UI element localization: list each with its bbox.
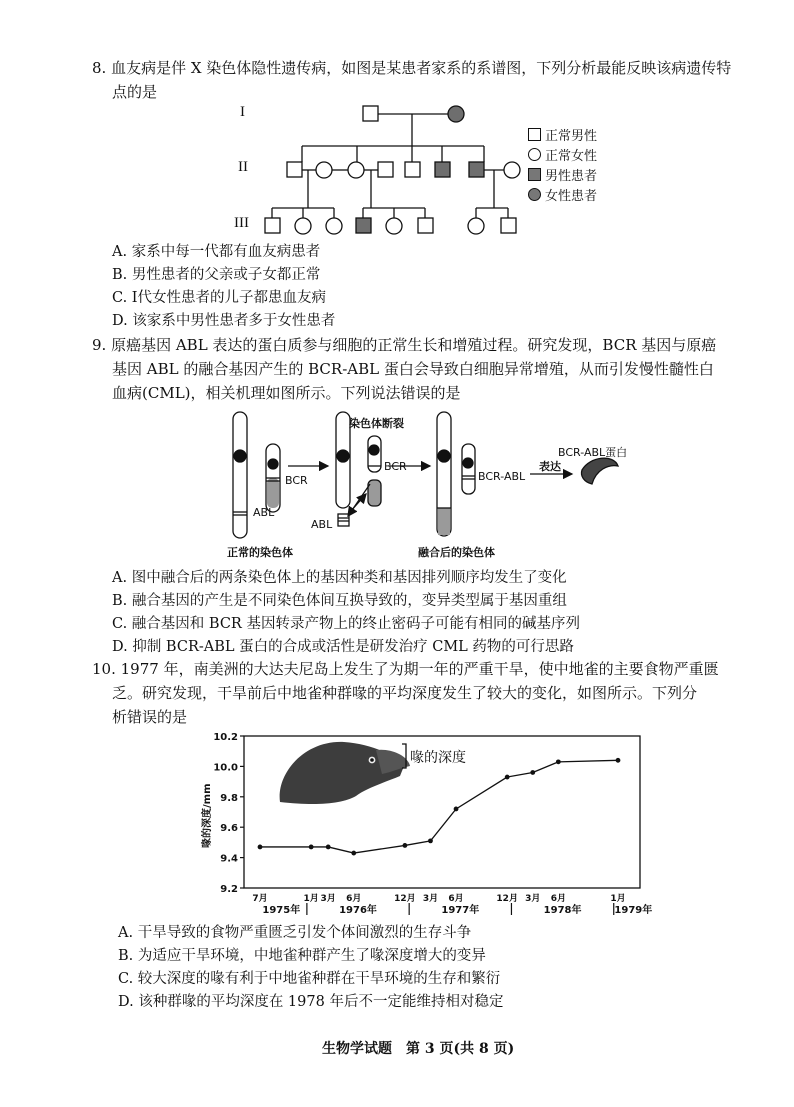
q10-stem-line2: 乏。研究发现，干旱前后中地雀种群喙的平均深度发生了较大的变化，如图所示。下列分 <box>112 684 698 702</box>
x-month-label: 3月 <box>320 894 336 904</box>
gen-label-1: I <box>240 104 245 120</box>
y-tick-label: 10.2 <box>213 732 238 743</box>
data-point <box>326 845 331 850</box>
data-point <box>309 845 314 850</box>
data-point <box>428 838 433 843</box>
q9-stem-line3: 血病(CML)，相关机理如图所示。下列说法错误的是 <box>112 384 461 402</box>
x-month-label: 7月 <box>252 894 268 904</box>
data-point <box>454 807 459 812</box>
ped-II-5 <box>405 162 420 177</box>
label-fusion: BCR-ABL <box>478 470 526 483</box>
x-year-label: 1979年 <box>614 905 653 916</box>
ped-I-1-male <box>363 106 378 121</box>
data-point <box>258 845 263 850</box>
chromosome-9-normal <box>233 412 247 538</box>
ped-II-2 <box>316 162 332 178</box>
data-point <box>403 843 408 848</box>
gen-label-2: II <box>238 159 248 175</box>
y-tick-label: 9.2 <box>220 884 238 895</box>
x-year-label: 1978年 <box>543 905 582 916</box>
page-footer: 生物学试题 第 3 页(共 8 页) <box>322 1041 515 1057</box>
q9-stem-line1: 9. 原癌基因 ABL 表达的蛋白质参与细胞的正常生长和增殖过程。研究发现，BCR 基因与原癌 <box>92 336 717 354</box>
filled-circle-icon <box>528 188 541 201</box>
q8-option-b: B. 男性患者的父亲或子女都正常 <box>112 267 321 283</box>
beak-depth-chart <box>196 726 656 922</box>
pedigree-chart <box>260 100 530 240</box>
bcr-abl-figure <box>222 408 642 566</box>
q9-option-a: A. 图中融合后的两条染色体上的基因种类和基因排列顺序均发生了变化 <box>112 570 567 586</box>
data-point <box>616 758 621 763</box>
label-break: 染色体断裂 <box>349 417 404 430</box>
data-point <box>351 851 356 856</box>
ped-III-7 <box>468 218 484 234</box>
caption-normal: 正常的染色体 <box>227 546 293 559</box>
q10-option-b: B. 为适应干旱环境，中地雀种群产生了喙深度增大的变异 <box>118 948 486 964</box>
label-express: 表达 <box>539 460 561 473</box>
q8-stem-line2: 点的是 <box>112 83 158 101</box>
x-month-label: 6月 <box>550 894 566 904</box>
ped-III-1 <box>265 218 280 233</box>
ped-III-6 <box>418 218 433 233</box>
y-axis-label: 喙的深度/mm <box>202 783 213 848</box>
ped-II-7-affected <box>469 162 484 177</box>
bcr-abl-protein-icon <box>581 458 618 484</box>
x-year-label: 1976年 <box>339 905 377 916</box>
x-year-label: 1975年 <box>262 905 301 916</box>
q10-stem-line3: 析错误的是 <box>112 708 188 726</box>
q9-stem-line2: 基因 ABL 的融合基因产生的 BCR-ABL 蛋白会导致白细胞异常增殖，从而引发慢性髓性白 <box>112 360 714 378</box>
q8-option-d: D. 该家系中男性患者多于女性患者 <box>112 313 336 329</box>
q10-option-d: D. 该种群喙的平均深度在 1978 年后不一定能维持相对稳定 <box>118 994 504 1010</box>
circle-icon <box>528 148 541 161</box>
x-month-label: 6月 <box>346 894 362 904</box>
x-month-label: 1月 <box>610 894 626 904</box>
caption-fused: 融合后的染色体 <box>418 546 495 559</box>
q10-option-c: C. 较大深度的喙有利于中地雀种群在干旱环境的生存和繁衍 <box>118 971 501 987</box>
ped-II-8 <box>504 162 520 178</box>
gen-label-3: III <box>234 215 249 231</box>
legend-affected-male: 男性患者 <box>528 164 597 184</box>
finch-illustration <box>280 742 410 804</box>
label-bcr-2: BCR <box>384 460 407 473</box>
x-month-label: 12月 <box>394 894 416 904</box>
ped-III-8 <box>501 218 516 233</box>
ped-I-2-affected-female <box>448 106 464 122</box>
y-tick-label: 9.4 <box>220 853 238 865</box>
beak-depth-label: 喙的深度 <box>410 750 466 766</box>
legend-affected-female: 女性患者 <box>528 184 597 204</box>
q10-option-a: A. 干旱导致的食物严重匮乏引发个体间激烈的生存斗争 <box>118 925 472 941</box>
data-point <box>530 770 535 775</box>
label-protein: BCR-ABL蛋白 <box>558 446 628 459</box>
y-tick-label: 9.6 <box>220 823 238 835</box>
pedigree-legend <box>528 124 597 204</box>
ped-II-3 <box>348 162 364 178</box>
ped-II-4 <box>378 162 393 177</box>
q9-option-c: C. 融合基因和 BCR 基因转录产物上的终止密码子可能有相同的碱基序列 <box>112 616 580 632</box>
y-tick-label: 9.8 <box>220 792 238 804</box>
filled-square-icon <box>528 168 541 181</box>
square-icon <box>528 128 541 141</box>
q10-stem-line1: 10. 1977 年，南美洲的大达夫尼岛上发生了为期一年的严重干旱，使中地雀的主要食物严重匮 <box>92 660 719 678</box>
x-month-label: 12月 <box>496 894 518 904</box>
x-month-label: 1月 <box>303 894 319 904</box>
q8-option-c: C. Ⅰ代女性患者的儿子都患血友病 <box>112 290 327 306</box>
q8-option-a: A. 家系中每一代都有血友病患者 <box>112 244 321 260</box>
label-abl: ABL <box>253 506 275 519</box>
q9-option-b: B. 融合基因的产生是不同染色体间互换导致的，变异类型属于基因重组 <box>112 593 567 609</box>
y-tick-label: 10.0 <box>213 762 238 774</box>
data-point <box>505 775 510 780</box>
ped-III-4-affected <box>356 218 371 233</box>
x-month-label: 3月 <box>422 894 439 904</box>
ped-II-6-affected <box>435 162 450 177</box>
x-month-label: 6月 <box>448 894 464 904</box>
q8-stem-line1: 8. 血友病是伴 X 染色体隐性遗传病，如图是某患者家系的系谱图，下列分析最能反映该病遗传特 <box>92 59 732 77</box>
label-bcr: BCR <box>285 474 308 487</box>
data-point <box>556 759 561 764</box>
label-abl-2: ABL <box>311 518 333 531</box>
ped-III-3 <box>326 218 342 234</box>
legend-normal-female: 正常女性 <box>528 144 597 164</box>
ped-II-1 <box>287 162 302 177</box>
chromosome-22-fused <box>462 444 475 494</box>
x-month-label: 3月 <box>525 894 541 904</box>
legend-normal-male: 正常男性 <box>528 124 597 144</box>
ped-III-2 <box>295 218 311 234</box>
q9-option-d: D. 抑制 BCR-ABL 蛋白的合成或活性是研发治疗 CML 药物的可行思路 <box>112 639 574 655</box>
ped-III-5 <box>386 218 402 234</box>
x-year-label: 1977年 <box>441 905 480 916</box>
